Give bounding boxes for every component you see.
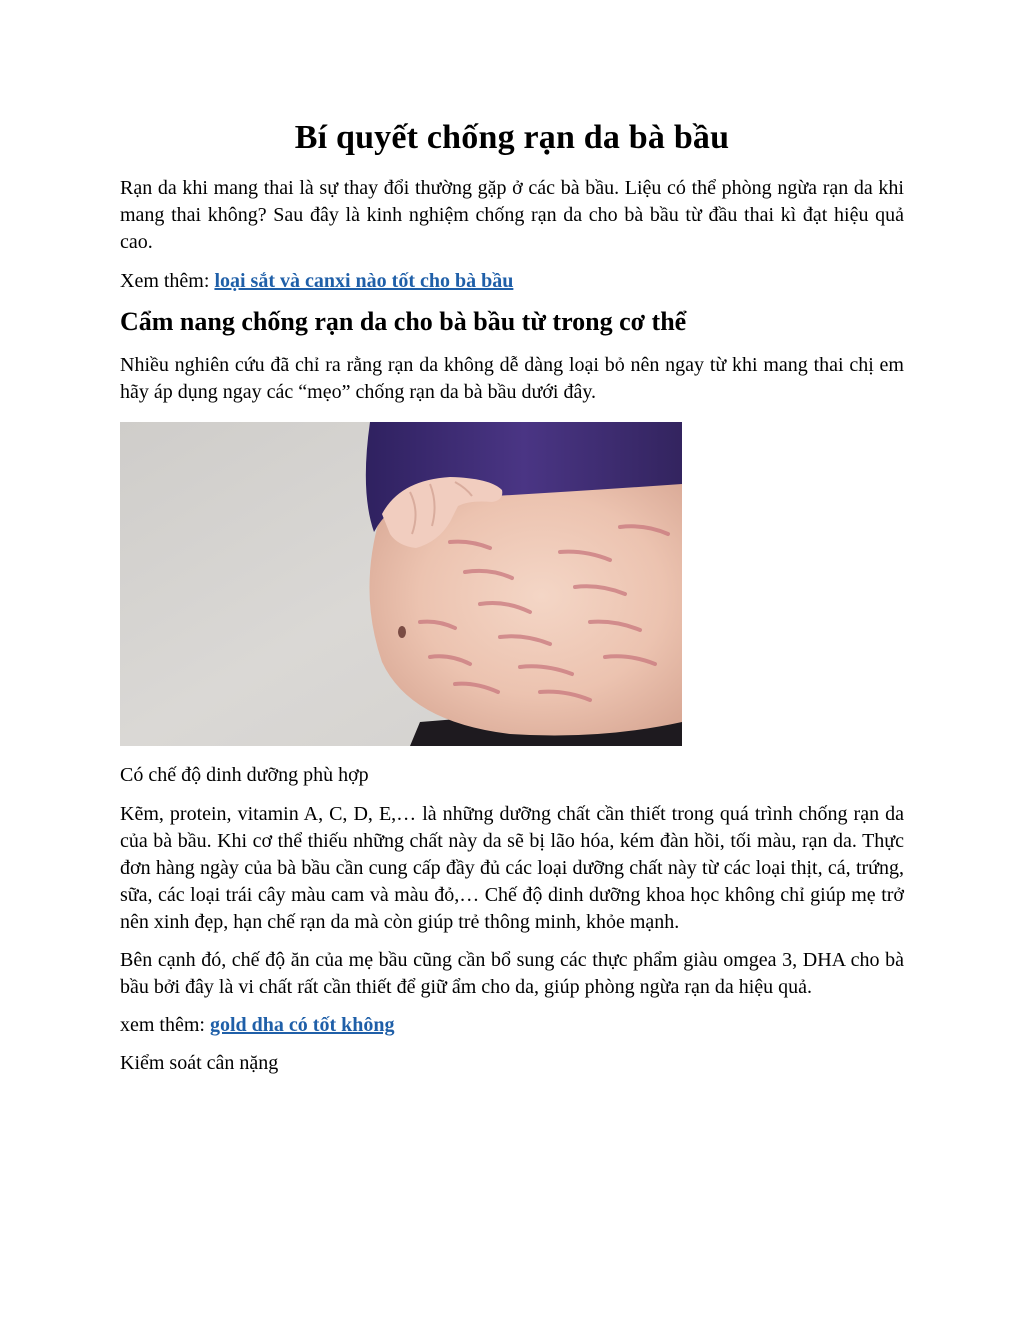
- document-page: [120, 118, 904, 1089]
- see-also-iron-calcium: [120, 268, 904, 295]
- document-title: Bí quyết chống rạn da bà bầu: [294, 119, 730, 156]
- omega-dha-paragraph: Bên cạnh đó, chế độ ăn của mẹ bầu cũng cần bổ sung các thực phẩm giàu omgea 3, DHA cho bà bầu bởi đây là vi chất rất cần thiết để giữ ẩm cho da, giúp phòng ngừa rạn da hiệu quả.: [120, 948, 904, 998]
- nutrition-subheading: Có chế độ dinh dưỡng phù hợp: [120, 763, 369, 786]
- weight-control-subheading: Kiểm soát cân nặng: [120, 1051, 279, 1074]
- see-also-prefix: Xem thêm:: [120, 269, 215, 292]
- intro-paragraph: Rạn da khi mang thai là sự thay đổi thường gặp ở các bà bầu. Liệu có thể phòng ngừa rạn da khi mang thai không? Sau đây là kinh nghiệm chống rạn da cho bà bầu từ đầu thai kì đạt hiệu quả cao.: [120, 176, 904, 253]
- see-also-gold-dha: [120, 1012, 904, 1039]
- see-also-prefix-2: xem thêm:: [120, 1013, 210, 1036]
- nutrition-paragraph: Kẽm, protein, vitamin A, C, D, E,… là những dưỡng chất cần thiết trong quá trình chống rạn da của bà bầu. Khi cơ thể thiếu những chất này da sẽ bị lão hóa, kém đàn hồi, tối màu, rạn da. Thực đơn hàng ngày của bà bầu cần cung cấp đầy đủ các loại dưỡng chất này từ các loại thịt, cá, trứng, sữa, các loại trái cây màu cam và màu đỏ,… Chế độ dinh dưỡng khoa học không chỉ giúp mẹ trở nên xinh đẹp, hạn chế rạn da mà còn giúp trẻ thông minh, khỏe mạnh.: [120, 802, 904, 933]
- gold-dha-link[interactable]: gold dha có tốt không: [209, 1013, 395, 1036]
- pregnant-belly-photo: [120, 422, 682, 746]
- section-intro-paragraph: Nhiều nghiên cứu đã chỉ ra rằng rạn da không dễ dàng loại bỏ nên ngay từ khi mang thai chị em hãy áp dụng ngay các “mẹo” chống rạn da bà bầu dưới đây.: [120, 353, 904, 403]
- section-heading: Cẩm nang chống rạn da cho bà bầu từ trong cơ thể: [120, 306, 687, 336]
- iron-calcium-link[interactable]: loại sắt và canxi nào tốt cho bà bầu: [214, 269, 514, 292]
